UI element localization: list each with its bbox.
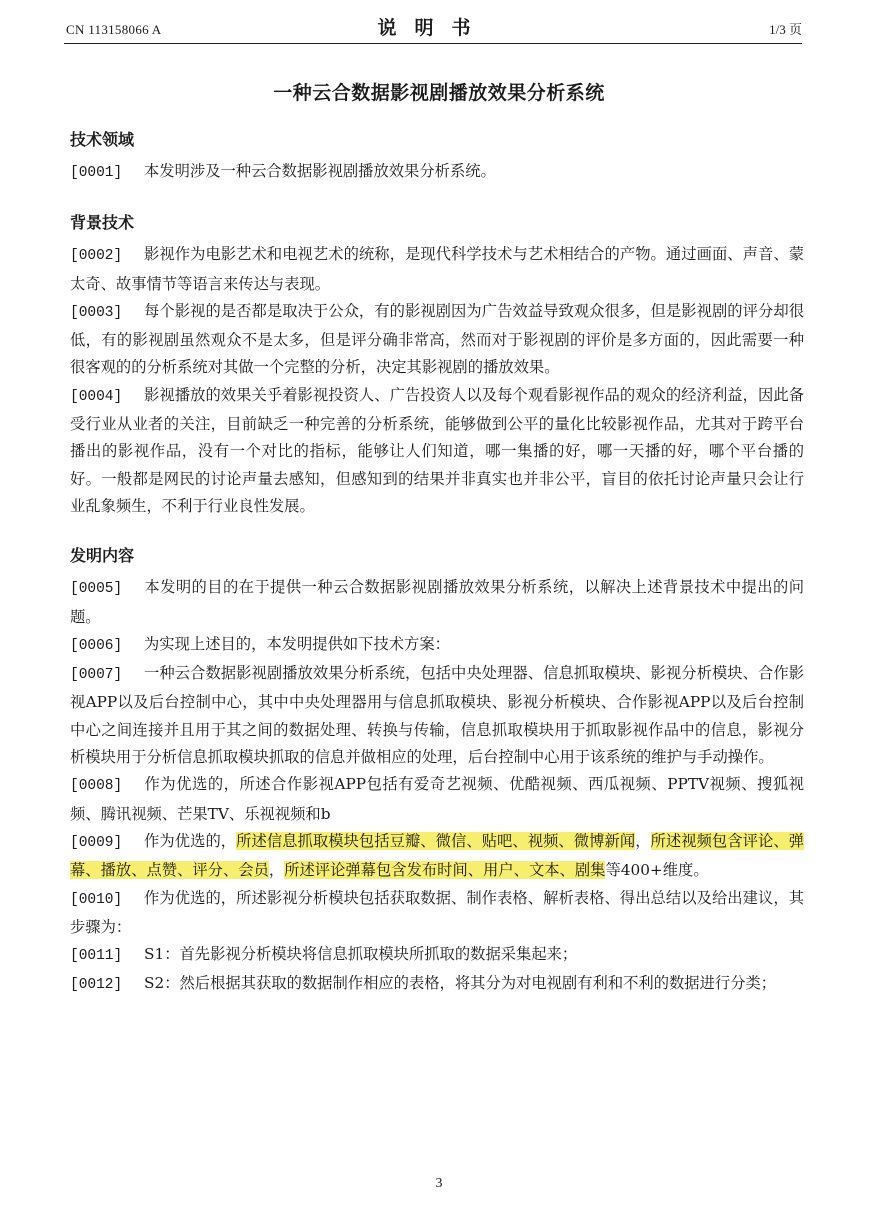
document-title: 一种云合数据影视剧播放效果分析系统 [273,82,605,104]
paragraph-number: [0001] [70,165,123,181]
paragraph-text: 一种云合数据影视剧播放效果分析系统，包括中央处理器、信息抓取模块、影视分析模块、合作影视APP以及后台控制中心，其中中央处理器用与信息抓取模块、影视分析模块、合作影视APP以及后台控制中心之间连接并且用于其之间的数据处理、转换与传输，信息抓取模块用于抓取影视作品中的信息，影视分析模块用于分析信息抓取模块抓取的信息并做相应的处理，后台控制中心用于该系统的维护与手动操作。 [70,664,804,767]
paragraph-text: 影视播放的效果关乎着影视投资人、广告投资人以及每个观看影视作品的观众的经济利益，因此备受行业从业者的关注，目前缺乏一种完善的分析系统，能够做到公平的量化比较影视作品，尤其对于跨平台播出的影视作品，没有一个对比的指标，能够让人们知道，哪一集播的好，哪一天播的好，哪个平台播的好。一般都是网民的讨论声量去感知，但感知到的结果并非真实也并非公平，盲目的依托讨论声量只会让行业乱象频生，不利于行业良性发展。 [70,385,804,515]
paragraph [70,382,804,520]
header-rule [64,43,802,44]
paragraph [70,298,804,382]
paragraph-text: ， [635,831,651,850]
highlighted-text: 所述视频包含评论、弹幕、播放、点赞、评分、会员 [70,831,804,880]
paragraph-text: S1：首先影视分析模块将信息抓取模块所抓取的数据采集起来； [144,945,578,964]
paragraph-number: [0011] [70,948,123,965]
publication-number: CN 113158066 A [66,22,162,37]
section-heading: 背景技术 [70,213,135,233]
paragraph-text: S2：然后根据其获取的数据制作相应的表格，将其分为对电视剧有利和不利的数据进行分类； [144,974,777,993]
section [70,211,804,520]
paragraph-text: 等400+维度。 [605,861,709,880]
paragraph-text: 本发明涉及一种云合数据影视剧播放效果分析系统。 [144,162,496,180]
paragraph-number: [0004] [70,388,123,405]
highlighted-text: 所述信息抓取模块包括豆瓣、微信、贴吧、视频、微博新闻 [236,831,636,850]
paragraph [70,158,804,187]
paragraph-text: 作为优选的，所述合作影视APP包括有爱奇艺视频、优酷视频、西瓜视频、PPTV视频、搜狐视频、腾讯视频、芒果TV、乐视视频和b [70,775,804,823]
paragraph [70,241,804,298]
paragraph [70,631,804,660]
paragraph-number: [0006] [70,637,123,654]
paragraph-text: 本发明的目的在于提供一种云合数据影视剧播放效果分析系统，以解决上述背景技术中提出的问题。 [70,578,804,626]
paragraph-number: [0010] [70,891,123,908]
paragraph-text: ， [268,861,285,880]
paragraph-number: [0009] [70,834,123,851]
paragraph [70,574,804,631]
paragraph-number: [0008] [70,778,123,795]
page-info: 1/3 页 [769,22,802,37]
paragraph [70,660,804,771]
paragraph-number: [0005] [70,581,123,598]
document-body [70,128,804,1024]
paragraph [70,771,804,828]
paragraph-text: 作为优选的，所述影视分析模块包括获取数据、制作表格、解析表格、得出总结以及给出建议，其步骤为： [70,888,804,936]
paragraph-number: [0012] [70,977,123,994]
section [70,544,804,999]
paragraph [70,885,804,942]
paragraph-text: 作为优选的， [144,831,237,850]
paragraph-text: 为实现上述目的，本发明提供如下技术方案： [144,634,450,653]
document-type: 说明书 [377,17,489,39]
paragraph-number: [0003] [70,304,123,321]
page-header [64,14,802,44]
paragraph [70,941,804,970]
paragraph [70,828,804,885]
paragraph-text: 每个影视的是否都是取决于公众，有的影视剧因为广告效益导致观众很多，但是影视剧的评分却很低，有的影视剧虽然观众不是太多，但是评分确非常高，然而对于影视剧的评价是多方面的，因此需要一种很客观的的分析系统对其做一个完整的分析，决定其影视剧的播放效果。 [70,301,804,377]
highlighted-text: 所述评论弹幕包含发布时间、用户、文本、剧集 [284,861,606,880]
section-heading: 发明内容 [70,546,135,566]
paragraph-number: [0007] [70,667,123,684]
paragraph-number: [0002] [70,248,123,265]
paragraph-text: 影视作为电影艺术和电视艺术的统称，是现代科学技术与艺术相结合的产物。通过画面、声音、蒙太奇、故事情节等语言来传达与表现。 [70,245,804,293]
section [70,128,804,187]
page-number: 3 [435,1176,443,1191]
paragraph [70,970,804,999]
section-heading: 技术领域 [70,130,135,149]
